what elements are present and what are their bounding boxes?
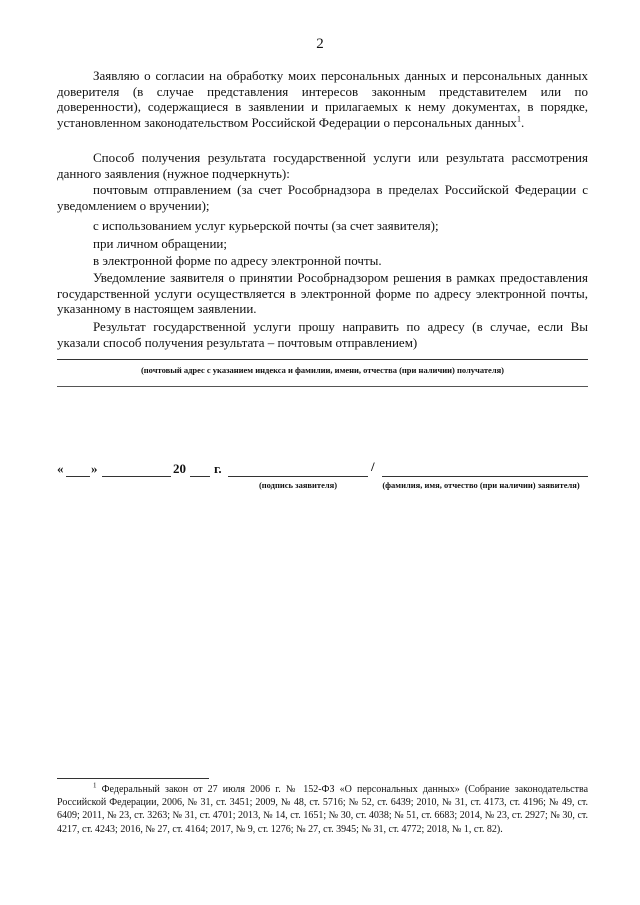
consent-end: . [520,114,525,130]
method-heading: Способ получения результата государственной услуги или результата рассмотрения данного заявления (нужное подчеркнуть): [57,150,588,181]
year-field[interactable] [190,476,210,477]
footnote-reference: 1 [516,114,521,124]
method-option-courier: с использованием услуг курьерской почты (за счет заявителя); [93,218,439,233]
notification-paragraph: Уведомление заявителя о принятии Рособрнадзором решения в рамках предоставления государственной услуги осуществляется в электронной форме по адресу электронной почты, указанному в настоящем заявлении. [57,270,588,316]
method-option-email: в электронной форме по адресу электронной почты. [93,253,382,268]
footnote-text: Федеральный закон от 27 июля 2006 г. № 152-ФЗ «О персональных данных» (Собрание законодательства Российской Федерации, 2006, № 31, ст. 3451; 2009, № 48, ст. 5716; № 52, ст. 6439; 2010, № 31, ст. 4173, ст. 4196; № 49, ст. 6409; 2011, № 23, ст. 3263; № 31, ст. 4701; 2013, № 14, ст. 1651; № 30, ст. 4038; № 51, ст. 6683; 2014, № 23, ст. 2927; № 30, ст. 4217, ст. 4243; 2016, № 27, ст. 4164; 2017, № 9, ст. 1276; № 27, ст. 3945; № 31, ст. 4772; 2018, № 1, ст. 82). [57,784,589,835]
signature-field[interactable] [228,476,368,477]
day-field[interactable] [66,476,90,477]
footnote [57,783,588,836]
full-name-caption: (фамилия, имя, отчество (при наличии) заявителя) [382,480,580,490]
footnote-separator [57,778,209,779]
result-address-paragraph: Результат государственной услуги прошу направить по адресу (в случае, если Вы указали способ получения результата – почтовым отправлением) [57,319,588,350]
date-quote-close: » [91,461,98,476]
method-option-post: почтовым отправлением (за счет Рособрнадзора в пределах Российской Федерации с уведомлением о вручении); [57,182,588,213]
consent-paragraph [57,68,588,130]
method-option-personal: при личном обращении; [93,236,227,251]
page-number: 2 [316,36,324,52]
year-suffix: г. [214,461,222,476]
consent-text: Заявляю о согласии на обработку моих персональных данных и персональных данных доверителя (в случае представления интересов законным представителем или по доверенности), содержащиеся в заявлении и прилагаемых к нему документах, в порядке, установленном законодательством Российской Федерации о персональных данных [57,68,588,130]
footnote-mark: 1 [93,781,97,790]
year-prefix: 20 [173,461,186,476]
signature-caption: (подпись заявителя) [258,480,338,490]
full-name-field[interactable] [382,476,588,477]
address-field-line-2[interactable] [57,386,588,387]
address-field-line[interactable] [57,359,588,360]
address-caption: (почтовый адрес с указанием индекса и фамилии, имени, отчества (при наличии) получателя) [140,365,505,375]
date-quote-open: « [57,461,64,476]
month-field[interactable] [102,476,171,477]
signature-slash: / [371,459,375,474]
